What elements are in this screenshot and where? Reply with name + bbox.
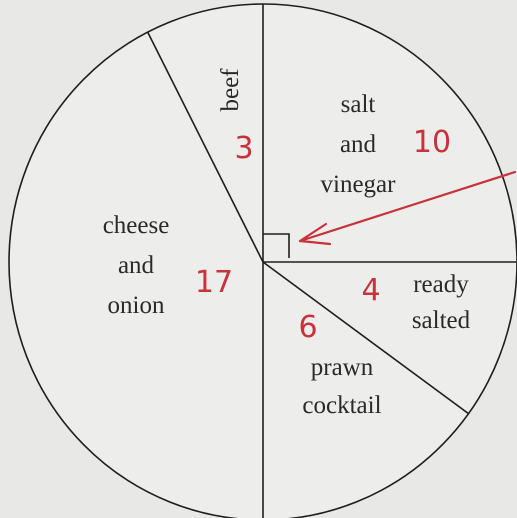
slice-label-line: beef [217,68,244,112]
slice-label-line: salted [411,307,471,334]
slice-value-3: 17 [194,265,234,300]
slice-label-line: salt [340,91,376,118]
slice-label-line: vinegar [320,171,396,198]
pie-slice-0 [263,4,517,262]
slice-value-1: 4 [361,273,381,308]
slice-label-line: cocktail [302,392,382,419]
slice-value-0: 10 [412,125,452,160]
slice-label-line: and [339,131,377,158]
slice-label-line: onion [107,292,165,319]
slice-value-4: 3 [234,131,254,166]
slice-label-line: and [117,252,155,279]
slice-label-line: prawn [310,354,374,381]
slice-label-line: cheese [102,212,170,239]
slice-label-4 [217,68,244,112]
slice-label-line: ready [413,271,469,298]
slice-value-2: 6 [298,310,318,345]
